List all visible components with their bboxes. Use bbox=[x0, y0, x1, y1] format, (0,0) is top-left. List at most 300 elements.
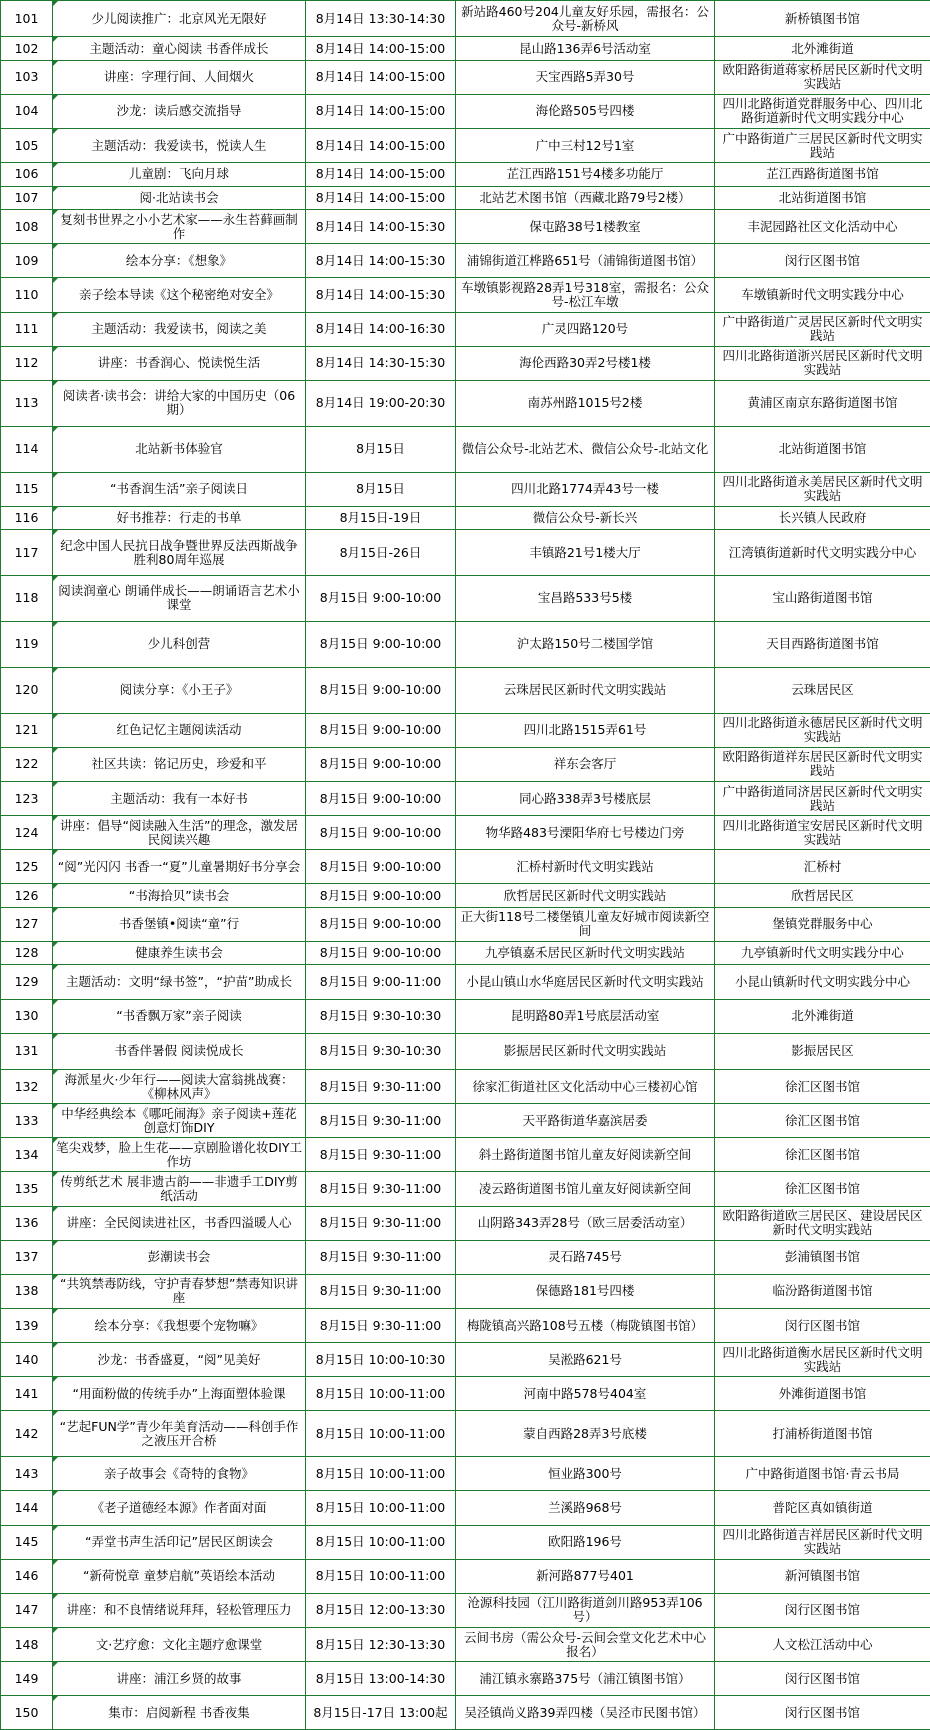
activity-time: 8月14日 14:00-16:30 bbox=[306, 312, 456, 346]
row-number: 107 bbox=[1, 186, 53, 209]
row-number: 123 bbox=[1, 781, 53, 815]
table-row bbox=[1, 1343, 930, 1377]
activity-time: 8月15日 9:30-11:00 bbox=[306, 1240, 456, 1274]
activity-location: 云间书房（需公众号-云间会堂文化艺术中心报名） bbox=[456, 1628, 715, 1662]
table-row bbox=[1, 94, 930, 128]
activity-time: 8月14日 14:00-15:00 bbox=[306, 186, 456, 209]
activity-name: “艺起FUN学”青少年美育活动——科创手作之液压开合桥 bbox=[53, 1411, 306, 1457]
activity-time: 8月14日 14:00-15:00 bbox=[306, 60, 456, 94]
organizer: 闵行区图书馆 bbox=[715, 1309, 930, 1343]
activity-time: 8月15日 9:00-10:00 bbox=[306, 621, 456, 667]
activity-location: 昆明路80弄1号底层活动室 bbox=[456, 999, 715, 1033]
activity-name: “用面粉做的传统手办”上海面塑体验课 bbox=[53, 1377, 306, 1411]
activity-name: “书海拾贝”读书会 bbox=[53, 884, 306, 907]
activity-location: 广灵四路120号 bbox=[456, 312, 715, 346]
activity-location: 芷江西路151号4楼多功能厅 bbox=[456, 163, 715, 186]
activity-name: 彭潮读书会 bbox=[53, 1240, 306, 1274]
activity-time: 8月15日 9:00-10:00 bbox=[306, 907, 456, 941]
row-number: 131 bbox=[1, 1033, 53, 1069]
row-number: 120 bbox=[1, 667, 53, 713]
activity-name: 中华经典绘本《哪吒闹海》亲子阅读+莲花创意灯饰DIY bbox=[53, 1104, 306, 1138]
row-number: 106 bbox=[1, 163, 53, 186]
activity-time: 8月15日-17日 13:00起 bbox=[306, 1696, 456, 1730]
row-number: 141 bbox=[1, 1377, 53, 1411]
activity-time: 8月15日 9:00-10:00 bbox=[306, 941, 456, 964]
activity-time: 8月15日 9:30-11:00 bbox=[306, 1138, 456, 1172]
organizer: 四川北路街道吉祥居民区新时代文明实践站 bbox=[715, 1525, 930, 1559]
activity-location: 九亭镇嘉禾居民区新时代文明实践站 bbox=[456, 941, 715, 964]
activity-location: 沪太路150号二楼国学馆 bbox=[456, 621, 715, 667]
activity-name: 讲座：字理行间、人间烟火 bbox=[53, 60, 306, 94]
row-number: 124 bbox=[1, 816, 53, 850]
organizer: 堡镇党群服务中心 bbox=[715, 907, 930, 941]
activity-name: 书香堡镇•阅读“童”行 bbox=[53, 907, 306, 941]
organizer: 徐汇区图书馆 bbox=[715, 1104, 930, 1138]
activity-time: 8月14日 14:00-15:00 bbox=[306, 94, 456, 128]
table-row bbox=[1, 1104, 930, 1138]
table-row bbox=[1, 816, 930, 850]
activity-location: 汇桥村新时代文明实践站 bbox=[456, 850, 715, 884]
organizer: 影振居民区 bbox=[715, 1033, 930, 1069]
table-row bbox=[1, 1274, 930, 1308]
row-number: 104 bbox=[1, 94, 53, 128]
activity-location: 微信公众号-北站艺术、微信公众号-北站文化 bbox=[456, 426, 715, 472]
activity-name: 红色记忆主题阅读活动 bbox=[53, 713, 306, 747]
table-row bbox=[1, 1, 930, 37]
activity-name: 沙龙：读后感交流指导 bbox=[53, 94, 306, 128]
row-number: 101 bbox=[1, 1, 53, 37]
table-row bbox=[1, 244, 930, 278]
activity-name: 文·艺疗愈：文化主题疗愈课堂 bbox=[53, 1628, 306, 1662]
organizer: 广中路街道广三居民区新时代文明实践站 bbox=[715, 129, 930, 163]
table-row bbox=[1, 621, 930, 667]
activity-time: 8月15日 bbox=[306, 472, 456, 506]
table-row bbox=[1, 312, 930, 346]
activity-name: 好书推荐：行走的书单 bbox=[53, 506, 306, 529]
organizer: 徐汇区图书馆 bbox=[715, 1172, 930, 1206]
row-number: 133 bbox=[1, 1104, 53, 1138]
organizer: 广中路街道图书馆·青云书局 bbox=[715, 1457, 930, 1491]
row-number: 126 bbox=[1, 884, 53, 907]
activity-name: 讲座：浦江乡贤的故事 bbox=[53, 1662, 306, 1696]
activity-location: 昆山路136弄6号活动室 bbox=[456, 37, 715, 60]
activity-name: “新荷悦章 童梦启航”英语绘本活动 bbox=[53, 1559, 306, 1593]
activity-time: 8月15日 9:00-10:00 bbox=[306, 816, 456, 850]
table-row bbox=[1, 781, 930, 815]
table-row bbox=[1, 1070, 930, 1104]
organizer: 北站街道图书馆 bbox=[715, 426, 930, 472]
activity-name: 《老子道德经本源》作者面对面 bbox=[53, 1491, 306, 1525]
activity-time: 8月15日 9:30-11:00 bbox=[306, 1104, 456, 1138]
organizer: 芷江西路街道图书馆 bbox=[715, 163, 930, 186]
activity-time: 8月15日 10:00-11:00 bbox=[306, 1525, 456, 1559]
activity-name: 亲子绘本导读《这个秘密绝对安全》 bbox=[53, 278, 306, 312]
row-number: 129 bbox=[1, 965, 53, 999]
activity-time: 8月15日 10:00-11:00 bbox=[306, 1559, 456, 1593]
row-number: 117 bbox=[1, 530, 53, 576]
table-row bbox=[1, 1696, 930, 1730]
activity-location: 丰镇路21号1楼大厅 bbox=[456, 530, 715, 576]
table-row bbox=[1, 941, 930, 964]
organizer: 新桥镇图书馆 bbox=[715, 1, 930, 37]
activity-location: 浦江镇永寨路375号（浦江镇图书馆） bbox=[456, 1662, 715, 1696]
activity-location: 北站艺术图书馆（西藏北路79号2楼） bbox=[456, 186, 715, 209]
organizer: 人文松江活动中心 bbox=[715, 1628, 930, 1662]
table-row bbox=[1, 1240, 930, 1274]
row-number: 103 bbox=[1, 60, 53, 94]
activity-time: 8月15日 9:00-10:00 bbox=[306, 781, 456, 815]
activity-time: 8月15日 9:00-10:00 bbox=[306, 850, 456, 884]
activity-location: 影振居民区新时代文明实践站 bbox=[456, 1033, 715, 1069]
organizer: 闵行区图书馆 bbox=[715, 1593, 930, 1627]
activity-location: 四川北路1515弄61号 bbox=[456, 713, 715, 747]
row-number: 130 bbox=[1, 999, 53, 1033]
activity-time: 8月15日 9:30-11:00 bbox=[306, 1274, 456, 1308]
row-number: 127 bbox=[1, 907, 53, 941]
table-row bbox=[1, 747, 930, 781]
activity-time: 8月14日 13:30-14:30 bbox=[306, 1, 456, 37]
row-number: 143 bbox=[1, 1457, 53, 1491]
activity-time: 8月14日 14:30-15:30 bbox=[306, 346, 456, 380]
organizer: 四川北路街道永德居民区新时代文明实践站 bbox=[715, 713, 930, 747]
organizer: 外滩街道图书馆 bbox=[715, 1377, 930, 1411]
organizer: 广中路街道同济居民区新时代文明实践站 bbox=[715, 781, 930, 815]
activity-location: 徐家汇街道社区文化活动中心三楼初心馆 bbox=[456, 1070, 715, 1104]
activity-location: 祥东会客厅 bbox=[456, 747, 715, 781]
activity-time: 8月15日 9:30-11:00 bbox=[306, 1070, 456, 1104]
organizer: 天目西路街道图书馆 bbox=[715, 621, 930, 667]
row-number: 136 bbox=[1, 1206, 53, 1240]
activity-time: 8月15日 12:00-13:30 bbox=[306, 1593, 456, 1627]
activity-name: 北站新书体验官 bbox=[53, 426, 306, 472]
table-row bbox=[1, 576, 930, 622]
activity-location: 吴淞路621号 bbox=[456, 1343, 715, 1377]
activity-time: 8月15日 9:30-10:30 bbox=[306, 1033, 456, 1069]
activity-name: 少儿阅读推广：北京风光无限好 bbox=[53, 1, 306, 37]
activity-time: 8月15日 10:00-11:00 bbox=[306, 1491, 456, 1525]
activity-name: 健康养生读书会 bbox=[53, 941, 306, 964]
activity-time: 8月15日 bbox=[306, 426, 456, 472]
organizer: 四川北路街道衡水居民区新时代文明实践站 bbox=[715, 1343, 930, 1377]
activity-time: 8月15日 9:30-11:00 bbox=[306, 1206, 456, 1240]
activity-name: 亲子故事会《奇特的食物》 bbox=[53, 1457, 306, 1491]
table-row bbox=[1, 1377, 930, 1411]
row-number: 102 bbox=[1, 37, 53, 60]
activity-location: 新河路877号401 bbox=[456, 1559, 715, 1593]
activity-location: 微信公众号-新长兴 bbox=[456, 506, 715, 529]
table-row bbox=[1, 1309, 930, 1343]
activity-time: 8月15日 9:00-10:00 bbox=[306, 576, 456, 622]
activity-location: 天宝西路5弄30号 bbox=[456, 60, 715, 94]
table-row bbox=[1, 186, 930, 209]
organizer: 江湾镇街道新时代文明实践分中心 bbox=[715, 530, 930, 576]
activity-location: 南苏州路1015号2楼 bbox=[456, 380, 715, 426]
activity-location: 蒙自西路28弄3号底楼 bbox=[456, 1411, 715, 1457]
activity-name: “书香飘万家”亲子阅读 bbox=[53, 999, 306, 1033]
activity-name: “书香润生活”亲子阅读日 bbox=[53, 472, 306, 506]
activity-location: 沧源科技园（江川路街道剑川路953弄106号） bbox=[456, 1593, 715, 1627]
activity-name: 儿童剧：飞向月球 bbox=[53, 163, 306, 186]
table-row bbox=[1, 1662, 930, 1696]
organizer: 闵行区图书馆 bbox=[715, 1696, 930, 1730]
table-row bbox=[1, 850, 930, 884]
table-row bbox=[1, 37, 930, 60]
table-row bbox=[1, 1411, 930, 1457]
table-row bbox=[1, 1457, 930, 1491]
activity-name: 讲座：倡导“阅读融入生活”的理念，激发居民阅读兴趣 bbox=[53, 816, 306, 850]
organizer: 北站街道图书馆 bbox=[715, 186, 930, 209]
activity-location: 恒业路300号 bbox=[456, 1457, 715, 1491]
row-number: 148 bbox=[1, 1628, 53, 1662]
activity-location: 同心路338弄3号楼底层 bbox=[456, 781, 715, 815]
table-row bbox=[1, 1559, 930, 1593]
activity-name: 讲座：书香润心、悦读悦生活 bbox=[53, 346, 306, 380]
table-row bbox=[1, 380, 930, 426]
activity-time: 8月15日 10:00-10:30 bbox=[306, 1343, 456, 1377]
row-number: 109 bbox=[1, 244, 53, 278]
table-row bbox=[1, 1525, 930, 1559]
activity-time: 8月14日 19:00-20:30 bbox=[306, 380, 456, 426]
table-row bbox=[1, 1593, 930, 1627]
organizer: 北外滩街道 bbox=[715, 999, 930, 1033]
table-row bbox=[1, 278, 930, 312]
organizer: 四川北路街道党群服务中心、四川北路街道新时代文明实践分中心 bbox=[715, 94, 930, 128]
organizer: 九亭镇新时代文明实践分中心 bbox=[715, 941, 930, 964]
activity-name: 绘本分享：《我想要个宠物嘛》 bbox=[53, 1309, 306, 1343]
activity-name: “共筑禁毒防线，守护青春梦想”禁毒知识讲座 bbox=[53, 1274, 306, 1308]
table-row bbox=[1, 129, 930, 163]
table-row bbox=[1, 472, 930, 506]
organizer: 云珠居民区 bbox=[715, 667, 930, 713]
row-number: 118 bbox=[1, 576, 53, 622]
row-number: 134 bbox=[1, 1138, 53, 1172]
activity-name: 书香伴暑假 阅读悦成长 bbox=[53, 1033, 306, 1069]
row-number: 122 bbox=[1, 747, 53, 781]
activity-time: 8月15日-26日 bbox=[306, 530, 456, 576]
organizer: 临汾路街道图书馆 bbox=[715, 1274, 930, 1308]
table-row bbox=[1, 346, 930, 380]
activity-location: 四川北路1774弄43号一楼 bbox=[456, 472, 715, 506]
activity-name: 沙龙：书香盛夏，“阅”见美好 bbox=[53, 1343, 306, 1377]
activity-location: 河南中路578号404室 bbox=[456, 1377, 715, 1411]
activity-location: 山阴路343弄28号（欧三居委活动室） bbox=[456, 1206, 715, 1240]
organizer: 闵行区图书馆 bbox=[715, 244, 930, 278]
row-number: 128 bbox=[1, 941, 53, 964]
organizer: 欣哲居民区 bbox=[715, 884, 930, 907]
activity-location: 保屯路38号1楼教室 bbox=[456, 210, 715, 244]
activity-name: 绘本分享：《想象》 bbox=[53, 244, 306, 278]
table-row bbox=[1, 530, 930, 576]
activity-name: 讲座：全民阅读进社区，书香四溢暖人心 bbox=[53, 1206, 306, 1240]
table-row bbox=[1, 965, 930, 999]
table-row bbox=[1, 1138, 930, 1172]
activity-time: 8月14日 14:00-15:00 bbox=[306, 37, 456, 60]
activity-location: 吴泾镇尚义路39弄四楼（吴泾市民图书馆） bbox=[456, 1696, 715, 1730]
activity-location: 斜土路街道图书馆儿童友好阅读新空间 bbox=[456, 1138, 715, 1172]
activity-location: 梅陇镇高兴路108号五楼（梅陇镇图书馆） bbox=[456, 1309, 715, 1343]
activity-time: 8月15日 9:30-10:30 bbox=[306, 999, 456, 1033]
activity-name: 笔尖戏梦，脸上生花——京剧脸谱化妆DIY工作坊 bbox=[53, 1138, 306, 1172]
activity-name: 集市：启阅新程 书香夜集 bbox=[53, 1696, 306, 1730]
activity-name: 阅读润童心 朗诵伴成长——朗诵语言艺术小课堂 bbox=[53, 576, 306, 622]
activity-name: 阅·北站读书会 bbox=[53, 186, 306, 209]
row-number: 116 bbox=[1, 506, 53, 529]
activity-location: 欧阳路196号 bbox=[456, 1525, 715, 1559]
activity-name: 阅读者·读书会：讲给大家的中国历史（06期） bbox=[53, 380, 306, 426]
organizer: 四川北路街道宝安居民区新时代文明实践站 bbox=[715, 816, 930, 850]
table-row bbox=[1, 1206, 930, 1240]
row-number: 145 bbox=[1, 1525, 53, 1559]
table-row bbox=[1, 60, 930, 94]
activity-name: 主题活动：我爱读书，悦读人生 bbox=[53, 129, 306, 163]
activity-time: 8月15日 9:30-11:00 bbox=[306, 1172, 456, 1206]
organizer: 车墩镇新时代文明实践分中心 bbox=[715, 278, 930, 312]
activity-time: 8月15日 10:00-11:00 bbox=[306, 1411, 456, 1457]
activity-name: 主题活动：我爱读书，阅读之美 bbox=[53, 312, 306, 346]
activity-table-body bbox=[1, 1, 930, 1730]
activity-time: 8月15日-19日 bbox=[306, 506, 456, 529]
row-number: 125 bbox=[1, 850, 53, 884]
row-number: 144 bbox=[1, 1491, 53, 1525]
organizer: 四川北路街道永美居民区新时代文明实践站 bbox=[715, 472, 930, 506]
activity-name: 社区共读：铭记历史，珍爱和平 bbox=[53, 747, 306, 781]
row-number: 137 bbox=[1, 1240, 53, 1274]
organizer: 北外滩街道 bbox=[715, 37, 930, 60]
row-number: 139 bbox=[1, 1309, 53, 1343]
row-number: 147 bbox=[1, 1593, 53, 1627]
activity-time: 8月15日 9:00-10:00 bbox=[306, 884, 456, 907]
organizer: 小昆山镇新时代文明实践分中心 bbox=[715, 965, 930, 999]
row-number: 108 bbox=[1, 210, 53, 244]
activity-location: 车墩镇影视路28弄1号318室，需报名：公众号-松江车墩 bbox=[456, 278, 715, 312]
row-number: 119 bbox=[1, 621, 53, 667]
activity-time: 8月15日 10:00-11:00 bbox=[306, 1457, 456, 1491]
activity-location: 海伦西路30弄2号楼1楼 bbox=[456, 346, 715, 380]
activity-name: 传剪纸艺术 展非遗古韵——非遗手工DIY剪纸活动 bbox=[53, 1172, 306, 1206]
activity-location: 灵石路745号 bbox=[456, 1240, 715, 1274]
activity-time: 8月15日 9:00-10:00 bbox=[306, 667, 456, 713]
activity-name: 主题活动：我有一本好书 bbox=[53, 781, 306, 815]
row-number: 114 bbox=[1, 426, 53, 472]
table-row bbox=[1, 210, 930, 244]
row-number: 142 bbox=[1, 1411, 53, 1457]
table-row bbox=[1, 1628, 930, 1662]
row-number: 150 bbox=[1, 1696, 53, 1730]
organizer: 宝山路街道图书馆 bbox=[715, 576, 930, 622]
activity-time: 8月15日 13:00-14:30 bbox=[306, 1662, 456, 1696]
activity-time: 8月15日 9:30-11:00 bbox=[306, 1309, 456, 1343]
activity-location: 物华路483号溧阳华府七号楼边门旁 bbox=[456, 816, 715, 850]
activity-time: 8月14日 14:00-15:00 bbox=[306, 129, 456, 163]
row-number: 146 bbox=[1, 1559, 53, 1593]
activity-name: 主题活动：童心阅读 书香伴成长 bbox=[53, 37, 306, 60]
activity-location: 小昆山镇山水华庭居民区新时代文明实践站 bbox=[456, 965, 715, 999]
table-row bbox=[1, 713, 930, 747]
row-number: 115 bbox=[1, 472, 53, 506]
activity-time: 8月15日 10:00-11:00 bbox=[306, 1377, 456, 1411]
table-row bbox=[1, 1491, 930, 1525]
organizer: 汇桥村 bbox=[715, 850, 930, 884]
row-number: 140 bbox=[1, 1343, 53, 1377]
organizer: 黄浦区南京东路街道图书馆 bbox=[715, 380, 930, 426]
activity-location: 正大街118号二楼堡镇儿童友好城市阅读新空间 bbox=[456, 907, 715, 941]
activity-name: 复刻书世界之小小艺术家——永生苔藓画制作 bbox=[53, 210, 306, 244]
row-number: 112 bbox=[1, 346, 53, 380]
activity-name: 海派星火·少年行——阅读大富翁挑战赛：《柳林风声》 bbox=[53, 1070, 306, 1104]
table-row bbox=[1, 426, 930, 472]
row-number: 110 bbox=[1, 278, 53, 312]
table-row bbox=[1, 1033, 930, 1069]
activity-name: “阅”光闪闪 书香一“夏”儿童暑期好书分享会 bbox=[53, 850, 306, 884]
activity-name: 主题活动：文明“绿书签”，“护苗”助成长 bbox=[53, 965, 306, 999]
activity-name: 纪念中国人民抗日战争暨世界反法西斯战争胜利80周年巡展 bbox=[53, 530, 306, 576]
table-row bbox=[1, 907, 930, 941]
activity-location: 广中三村12号1室 bbox=[456, 129, 715, 163]
organizer: 徐汇区图书馆 bbox=[715, 1138, 930, 1172]
organizer: 新河镇图书馆 bbox=[715, 1559, 930, 1593]
row-number: 111 bbox=[1, 312, 53, 346]
table-row bbox=[1, 506, 930, 529]
row-number: 113 bbox=[1, 380, 53, 426]
organizer: 闵行区图书馆 bbox=[715, 1662, 930, 1696]
organizer: 四川北路街道浙兴居民区新时代文明实践站 bbox=[715, 346, 930, 380]
organizer: 徐汇区图书馆 bbox=[715, 1070, 930, 1104]
activity-time: 8月14日 14:00-15:30 bbox=[306, 210, 456, 244]
row-number: 138 bbox=[1, 1274, 53, 1308]
organizer: 打浦桥街道图书馆 bbox=[715, 1411, 930, 1457]
activity-name: 讲座：和不良情绪说拜拜，轻松管理压力 bbox=[53, 1593, 306, 1627]
activity-location: 浦锦街道江桦路651号（浦锦街道图书馆） bbox=[456, 244, 715, 278]
activity-location: 凌云路街道图书馆儿童友好阅读新空间 bbox=[456, 1172, 715, 1206]
activity-name: 阅读分享：《小王子》 bbox=[53, 667, 306, 713]
row-number: 105 bbox=[1, 129, 53, 163]
organizer: 广中路街道广灵居民区新时代文明实践站 bbox=[715, 312, 930, 346]
organizer: 丰泥园路社区文化活动中心 bbox=[715, 210, 930, 244]
table-row bbox=[1, 999, 930, 1033]
activity-time: 8月15日 9:00-10:00 bbox=[306, 747, 456, 781]
row-number: 149 bbox=[1, 1662, 53, 1696]
activity-location: 新站路460号204儿童友好乐园，需报名：公众号-新桥风 bbox=[456, 1, 715, 37]
table-row bbox=[1, 667, 930, 713]
activity-location: 海伦路505号四楼 bbox=[456, 94, 715, 128]
organizer: 普陀区真如镇街道 bbox=[715, 1491, 930, 1525]
row-number: 132 bbox=[1, 1070, 53, 1104]
activity-time: 8月15日 12:30-13:30 bbox=[306, 1628, 456, 1662]
activity-location: 云珠居民区新时代文明实践站 bbox=[456, 667, 715, 713]
activity-location: 兰溪路968号 bbox=[456, 1491, 715, 1525]
row-number: 121 bbox=[1, 713, 53, 747]
activity-time: 8月14日 14:00-15:00 bbox=[306, 163, 456, 186]
activity-name: 少儿科创营 bbox=[53, 621, 306, 667]
activity-time: 8月14日 14:00-15:30 bbox=[306, 244, 456, 278]
table-row bbox=[1, 1172, 930, 1206]
organizer: 彭浦镇图书馆 bbox=[715, 1240, 930, 1274]
activity-name: “弄堂书声生活印记”居民区朗读会 bbox=[53, 1525, 306, 1559]
activity-location: 天平路街道华嘉滨居委 bbox=[456, 1104, 715, 1138]
table-row bbox=[1, 884, 930, 907]
activity-time: 8月14日 14:00-15:30 bbox=[306, 278, 456, 312]
organizer: 长兴镇人民政府 bbox=[715, 506, 930, 529]
activity-location: 宝昌路533号5楼 bbox=[456, 576, 715, 622]
activity-time: 8月15日 9:00-11:00 bbox=[306, 965, 456, 999]
row-number: 135 bbox=[1, 1172, 53, 1206]
activity-location: 保德路181号四楼 bbox=[456, 1274, 715, 1308]
table-row bbox=[1, 163, 930, 186]
activity-time: 8月15日 9:00-10:00 bbox=[306, 713, 456, 747]
activity-location: 欣哲居民区新时代文明实践站 bbox=[456, 884, 715, 907]
organizer: 欧阳路街道祥东居民区新时代文明实践站 bbox=[715, 747, 930, 781]
organizer: 欧阳路街道欧三居民区、建设居民区新时代文明实践站 bbox=[715, 1206, 930, 1240]
